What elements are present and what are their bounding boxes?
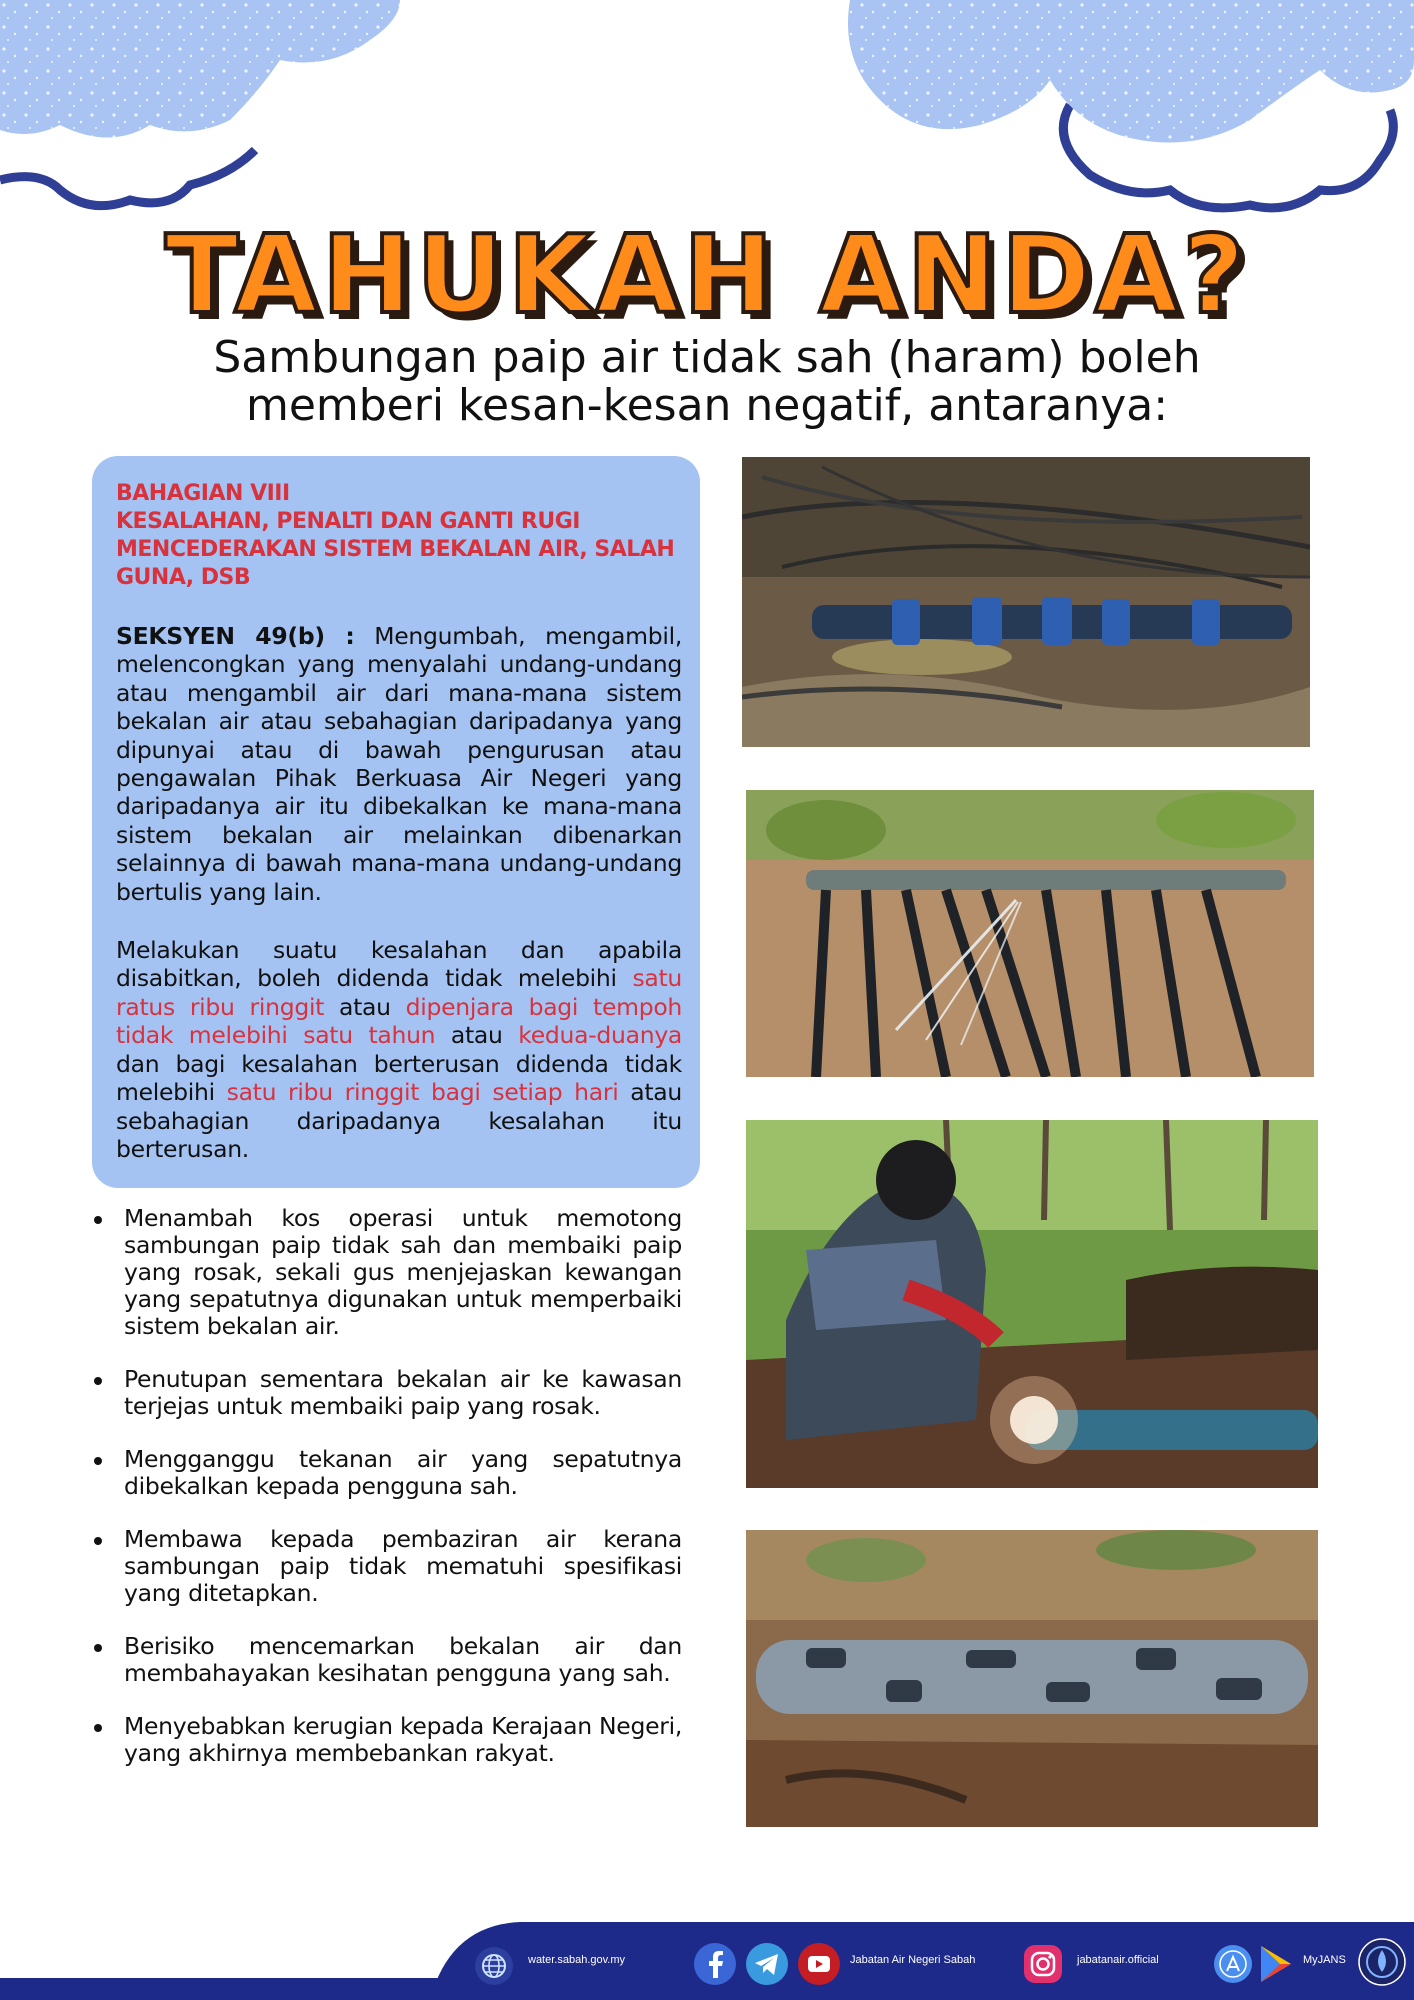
damaged-pipe-photo <box>746 1530 1318 1827</box>
subtitle-line-2: memberi kesan-kesan negatif, antaranya: <box>245 380 1169 431</box>
page-title: TAHUKAH ANDA? <box>164 213 1250 338</box>
telegram-icon[interactable] <box>745 1942 789 1986</box>
subtitle-line-1: Sambungan paip air tidak sah (haram) boleh <box>213 332 1201 383</box>
section-label: SEKSYEN 49(b) : <box>116 622 355 650</box>
list-item: Membawa kepada pembaziran air kerana sambungan paip tidak mematuhi spesifikasi yang ditetapkan. <box>92 1526 682 1607</box>
list-item: Mengganggu tekanan air yang sepatutnya dibekalkan kepada pengguna sah. <box>92 1446 682 1500</box>
illegal-pipe-connection-photo-1 <box>742 457 1310 747</box>
facebook-page-name[interactable]: Jabatan Air Negeri Sabah <box>850 1954 976 1966</box>
globe-icon[interactable] <box>474 1946 514 1986</box>
section-49b-text <box>116 622 682 906</box>
instagram-icon[interactable] <box>1023 1944 1063 1984</box>
google-play-icon[interactable] <box>1258 1944 1294 1984</box>
list-item: Menyebabkan kerugian kepada Kerajaan Negeri, yang akhirnya membebankan rakyat. <box>92 1713 682 1767</box>
heading-subtitle: MENCEDERAKAN SISTEM BEKALAN AIR, SALAH GUNA, DSB <box>116 537 675 590</box>
penalty-prison-term: dipenjara bagi tempoh tidak melebihi satu tahun <box>116 992 683 1050</box>
app-store-icon[interactable] <box>1213 1944 1253 1984</box>
app-name[interactable]: MyJANS <box>1303 1954 1346 1966</box>
instagram-handle[interactable]: jabatanair.official <box>1077 1954 1159 1966</box>
penalty-fine-amount: satu ratus ribu ringgit <box>116 964 682 1021</box>
law-section-panel <box>92 456 700 1188</box>
list-item: Berisiko mencemarkan bekalan air dan membahayakan kesihatan pengguna yang sah. <box>92 1633 682 1687</box>
negative-effects-list <box>92 1205 682 1793</box>
subtitle <box>110 334 1304 430</box>
cloud-decoration <box>0 0 1414 230</box>
penalty-both: kedua-duanya <box>518 1021 683 1050</box>
list-item: Menambah kos operasi untuk memotong sambungan paip tidak sah dan membaiki paip yang rosak, sekali gus menjejaskan kewangan yang sepatutnya digunakan untuk memperbaiki sistem bekalan air. <box>92 1205 682 1340</box>
facebook-icon[interactable] <box>693 1942 737 1986</box>
youtube-icon[interactable] <box>797 1942 841 1986</box>
penalty-part-1: Melakukan suatu kesalahan dan apabila disabitkan, boleh didenda tidak melebihi <box>116 936 682 993</box>
jans-logo-icon <box>1358 1938 1406 1986</box>
penalty-part-3: atau <box>450 1021 503 1050</box>
penalty-part-5: atau sebahagian daripadanya kesalahan itu berterusan. <box>116 1078 683 1163</box>
section-body: Mengumbah, mengambil, melencongkan yang menyalahi undang-undang atau mengambil air dari mana-mana sistem bekalan air atau sebahagian daripadanya yang dipunyai atau di bawah pengurusan atau pengawalan Pihak Berkuasa Air Negeri yang daripadanya air itu dibekalkan ke mana-mana sistem bekalan air melainkan dibenarkan selainnya di bawah mana-mana undang-undang bertulis yang lain. <box>116 622 682 906</box>
penalty-daily-fine: satu ribu ringgit bagi setiap hari <box>226 1078 619 1107</box>
heading-title: KESALAHAN, PENALTI DAN GANTI RUGI <box>116 509 580 534</box>
list-item: Penutupan sementara bekalan air ke kawasan terjejas untuk membaiki paip yang rosak. <box>92 1366 682 1420</box>
penalty-part-2: atau <box>339 992 391 1021</box>
heading-part: BAHAGIAN VIII <box>116 481 290 506</box>
penalty-part-4: dan bagi kesalahan berterusan didenda tidak melebihi <box>116 1049 682 1107</box>
panel-heading <box>116 480 682 592</box>
illegal-pipe-connection-photo-2 <box>746 790 1314 1077</box>
worker-repairing-pipe-photo <box>746 1120 1318 1488</box>
penalty-text <box>116 936 682 1163</box>
website-link[interactable]: water.sabah.gov.my <box>528 1954 626 1966</box>
